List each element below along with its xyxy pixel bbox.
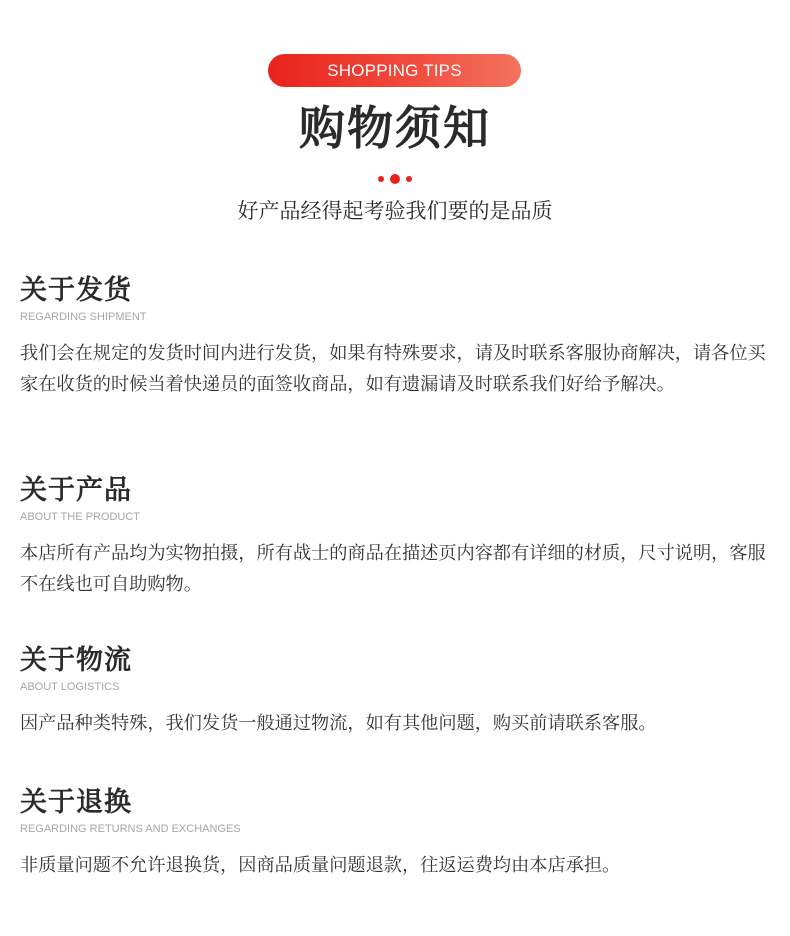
dot-icon (378, 176, 384, 182)
section-product (20, 474, 770, 600)
section-shipment (20, 274, 770, 400)
shopping-tips-badge: SHOPPING TIPS (268, 54, 521, 87)
page-title: 购物须知 (299, 101, 491, 155)
section-english-subtitle: REGARDING SHIPMENT (20, 311, 147, 323)
dot-icon (390, 174, 400, 184)
decorative-dots (0, 168, 790, 182)
section-logistics (20, 644, 770, 739)
dot-icon (406, 176, 412, 182)
section-title: 关于物流 (20, 645, 132, 676)
section-title: 关于产品 (20, 475, 132, 506)
section-english-subtitle: REGARDING RETURNS AND EXCHANGES (20, 823, 241, 835)
section-english-subtitle: ABOUT THE PRODUCT (20, 511, 140, 523)
section-title: 关于退换 (20, 787, 132, 818)
section-body: 本店所有产品均为实物拍摄，所有战士的商品在描述页内容都有详细的材质，尺寸说明，客服不在线也可自助购物。 (20, 543, 766, 595)
page-header (0, 0, 790, 240)
page-subtitle: 好产品经得起考验我们要的是品质 (237, 199, 553, 223)
section-body: 因产品种类特殊，我们发货一般通过物流，如有其他问题，购买前请联系客服。 (20, 713, 657, 734)
section-returns (20, 786, 770, 881)
section-english-subtitle: ABOUT LOGISTICS (20, 681, 120, 693)
section-title: 关于发货 (20, 275, 132, 306)
section-body: 非质量问题不允许退换货，因商品质量问题退款，往返运费均由本店承担。 (20, 855, 621, 876)
section-body: 我们会在规定的发货时间内进行发货，如果有特殊要求，请及时联系客服协商解决，请各位买家在收货的时候当着快递员的面签收商品，如有遗漏请及时联系我们好给予解决。 (20, 343, 766, 395)
